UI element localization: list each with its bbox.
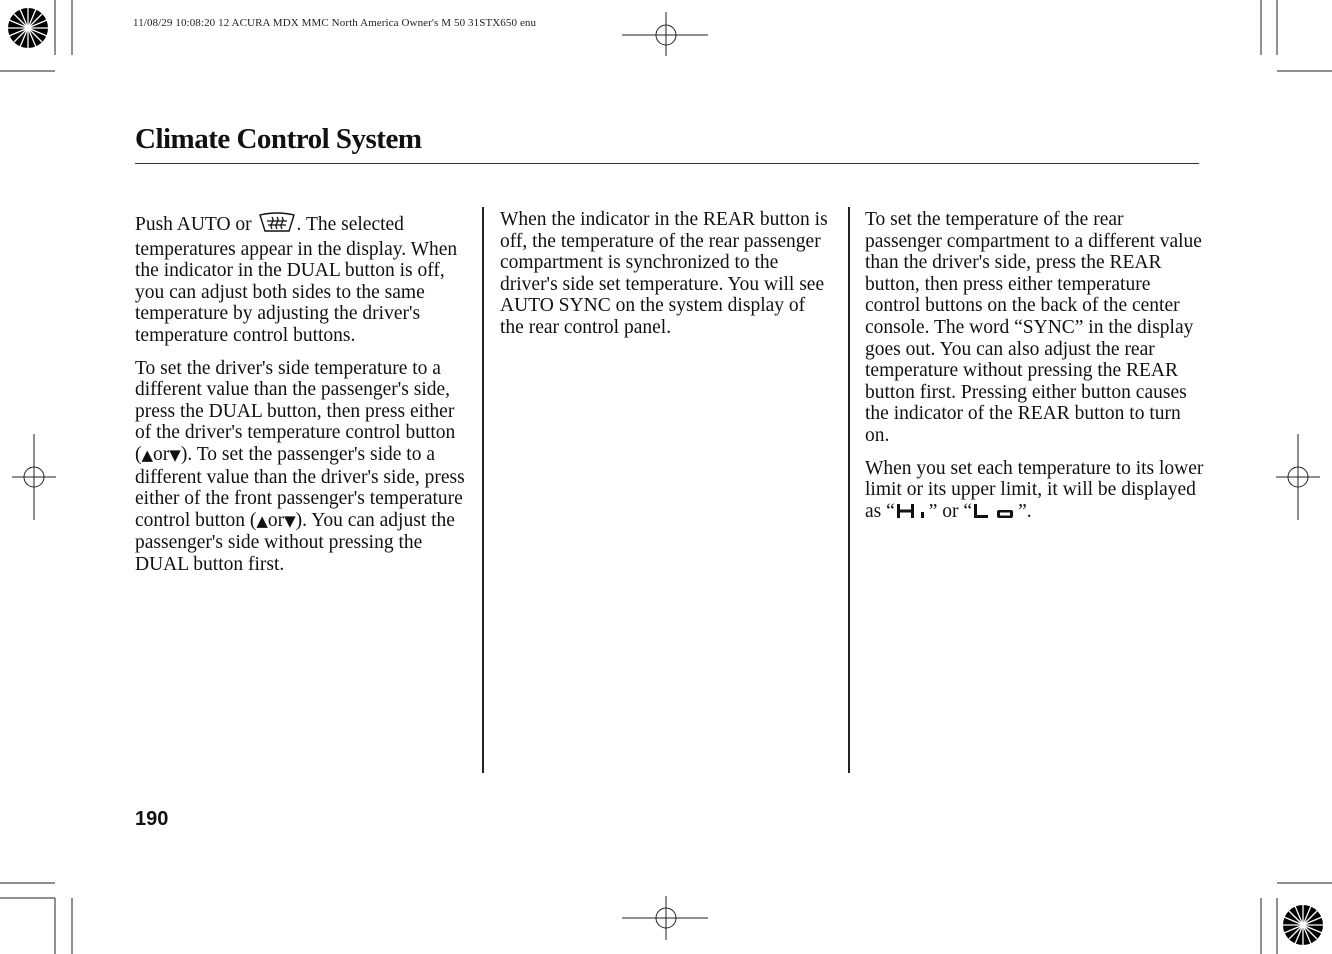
text: Push AUTO or: [135, 214, 257, 235]
column-divider: [848, 207, 850, 773]
text: ”.: [1018, 500, 1032, 522]
down-arrow-icon: ▼: [169, 445, 181, 464]
hi-display-icon: [895, 502, 929, 526]
column-1: [135, 211, 470, 587]
up-arrow-icon: ▲: [141, 445, 154, 464]
rear-defrost-icon: [257, 211, 297, 239]
text: To set the driver's side temperature to a different value than the passenger's side, press the DUAL button, then press either of the driver's temperature control button (: [135, 357, 456, 465]
page-title: Climate Control System: [135, 123, 422, 155]
text: or: [267, 509, 285, 531]
column-divider: [482, 207, 484, 773]
down-arrow-icon: ▼: [284, 511, 296, 530]
paragraph: [865, 458, 1205, 526]
page-number: 190: [135, 808, 169, 830]
paragraph: To set the temperature of the rear passenger compartment to a different value than the driver's side, press the REAR button, then press either temperature control buttons on the back of the center console. The word “SYNC” in the display goes out. You can also adjust the rear temperature without pressing the REAR button first. Pressing either button causes the indicator of the REAR button to turn on.: [865, 209, 1202, 446]
paragraph: [135, 211, 470, 347]
text: . The selected temperatures appear in the display. When the indicator in the DUAL button is off, you can adjust both sides to the same temperature by adjusting the driver's temperature control buttons.: [135, 214, 458, 346]
text: or: [153, 443, 170, 465]
print-header: 11/08/29 10:08:20 12 ACURA MDX MMC North America Owner's M 50 31STX650 enu: [133, 17, 537, 29]
column-2: [500, 209, 830, 350]
column-3: [865, 209, 1205, 536]
registration-starburst-icon: [8, 8, 48, 48]
text: ” or “: [928, 500, 973, 522]
up-arrow-icon: ▲: [256, 511, 268, 530]
text: ). You can adjust the passenger's side without pressing the DUAL button first.: [135, 509, 455, 575]
text: ). To set the passenger's side to a different value than the driver's side, press either of the front passenger's temperature control button (: [135, 443, 465, 531]
paragraph: [135, 358, 470, 576]
text: When you set each temperature to its lower limit or its upper limit, it will be displayed as “: [865, 457, 1204, 522]
registration-starburst-icon: [1283, 905, 1323, 945]
title-rule: [135, 163, 1199, 164]
paragraph: When the indicator in the REAR button is off, the temperature of the rear passenger compartment is synchronized to the driver's side set temperature. You will see AUTO SYNC on the system display of the rear control panel.: [500, 209, 828, 338]
lo-display-icon: [972, 502, 1018, 526]
